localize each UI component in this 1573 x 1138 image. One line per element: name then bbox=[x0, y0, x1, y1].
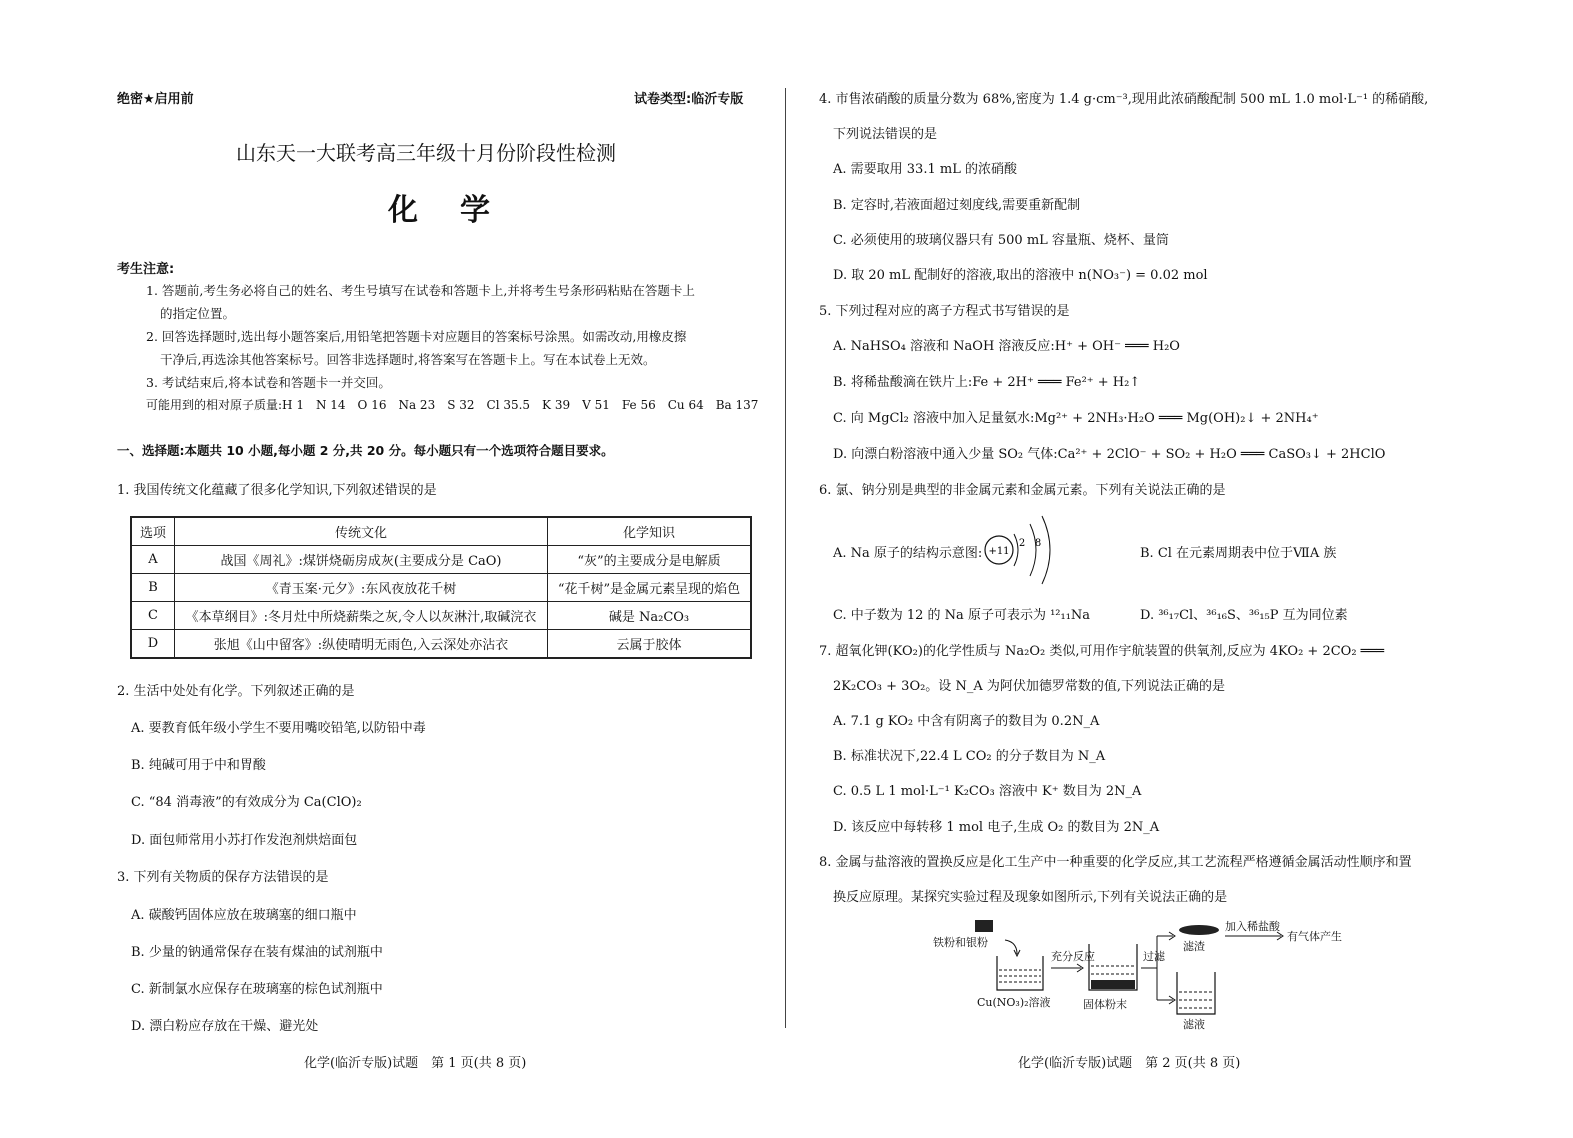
notice-item-2: 2. 回答选择题时,选出每小题答案后,用铅笔把答题卡对应题目的答案标号涂黑。如需改动,用橡皮擦 bbox=[146, 329, 687, 344]
q4-option-c: C. 必须使用的玻璃仪器只有 500 mL 容量瓶、烧杯、量筒 bbox=[833, 233, 1169, 248]
question-8: 8. 金属与盐溶液的置换反应是化工生产中一种重要的化学反应,其工艺流程严格遵循金属活动性顺序和置 bbox=[819, 855, 1412, 870]
react-label: 充分反应 bbox=[1051, 950, 1095, 963]
page-footer-2: 化学(临沂专版)试题 第 2 页(共 8 页) bbox=[1018, 1056, 1241, 1071]
table-header: 选项 bbox=[131, 517, 175, 546]
residue-label: 滤渣 bbox=[1183, 940, 1205, 953]
page-footer-1: 化学(临沂专版)试题 第 1 页(共 8 页) bbox=[304, 1056, 527, 1071]
powder-label: 铁粉和银粉 bbox=[933, 936, 988, 949]
na-atom-structure-diagram bbox=[982, 512, 1062, 588]
confidential-label: 绝密★启用前 bbox=[117, 92, 194, 107]
question-7-cont: 2K₂CO₃ + 3O₂。设 N_A 为阿伏加德罗常数的值,下列说法正确的是 bbox=[833, 679, 1225, 694]
shell-2-count: 8 bbox=[1034, 538, 1042, 549]
dish-icon bbox=[1179, 925, 1219, 935]
subject-title: 化 学 bbox=[388, 193, 496, 228]
q5-option-d: D. 向漂白粉溶液中通入少量 SO₂ 气体:Ca²⁺ + 2ClO⁻ + SO₂ + H₂O ═══ CaSO₃↓ + 2HClO bbox=[833, 447, 1386, 462]
notice-item-1-cont: 的指定位置。 bbox=[160, 306, 236, 321]
table-cell: 战国《周礼》:煤饼烧砺房成灰(主要成分是 CaO) bbox=[175, 546, 548, 574]
gas-label: 有气体产生 bbox=[1287, 930, 1342, 943]
section-title: 一、选择题:本题共 10 小题,每小题 2 分,共 20 分。每小题只有一个选项符合题目要求。 bbox=[117, 443, 614, 458]
q7-option-d: D. 该反应中每转移 1 mol 电子,生成 O₂ 的数目为 2N_A bbox=[833, 820, 1160, 835]
q3-option-b: B. 少量的钠通常保存在装有煤油的试剂瓶中 bbox=[131, 945, 383, 960]
exam-title: 山东天一大联考高三年级十月份阶段性检测 bbox=[236, 141, 616, 165]
notice-item-1: 1. 答题前,考生务必将自己的姓名、考生号填写在试卷和答题卡上,并将考生号条形码粘贴在答题卡上 bbox=[146, 283, 695, 298]
q2-option-b: B. 纯碱可用于中和胃酸 bbox=[131, 758, 266, 773]
add-acid-label: 加入稀盐酸 bbox=[1225, 920, 1280, 933]
table-row bbox=[131, 630, 751, 659]
q4-option-a: A. 需要取用 33.1 mL 的浓硝酸 bbox=[833, 162, 1017, 177]
filtrate-label: 滤液 bbox=[1183, 1018, 1205, 1030]
q2-option-c: C. “84 消毒液”的有效成分为 Ca(ClO)₂ bbox=[131, 795, 362, 810]
table-row bbox=[131, 546, 751, 574]
q5-option-a: A. NaHSO₄ 溶液和 NaOH 溶液反应:H⁺ + OH⁻ ═══ H₂O bbox=[833, 339, 1180, 354]
shell-1-count: 2 bbox=[1018, 538, 1026, 549]
q5-option-c: C. 向 MgCl₂ 溶液中加入足量氨水:Mg²⁺ + 2NH₃·H₂O ═══ Mg(OH)₂↓ + 2NH₄⁺ bbox=[833, 411, 1319, 426]
q5-option-b: B. 将稀盐酸滴在铁片上:Fe + 2H⁺ ═══ Fe²⁺ + H₂↑ bbox=[833, 375, 1141, 390]
notice-item-3: 3. 考试结束后,将本试卷和答题卡一并交回。 bbox=[146, 375, 391, 390]
table-cell: D bbox=[131, 630, 175, 659]
q7-option-b: B. 标准状况下,22.4 L CO₂ 的分子数目为 N_A bbox=[833, 749, 1106, 764]
table-cell: 《青玉案·元夕》:东风夜放花千树 bbox=[175, 574, 548, 602]
table-cell: 张旭《山中留客》:纵使晴明无雨色,入云深处亦沾衣 bbox=[175, 630, 548, 659]
q2-option-d: D. 面包师常用小苏打作发泡剂烘焙面包 bbox=[131, 833, 358, 848]
question-1: 1. 我国传统文化蕴藏了很多化学知识,下列叙述错误的是 bbox=[117, 483, 437, 498]
page-divider bbox=[785, 88, 786, 1028]
q4-option-b: B. 定容时,若液面超过刻度线,需要重新配制 bbox=[833, 198, 1081, 213]
solid-label: 固体粉末 bbox=[1083, 998, 1127, 1011]
notice-title: 考生注意: bbox=[117, 262, 175, 277]
experiment-flow-diagram bbox=[925, 918, 1365, 1030]
table-cell: “灰”的主要成分是电解质 bbox=[548, 546, 752, 574]
table-cell: A bbox=[131, 546, 175, 574]
table-cell: 《本草纲目》:冬月灶中所烧薪柴之灰,令人以灰淋汁,取碱浣衣 bbox=[175, 602, 548, 630]
q6-option-a: A. Na 原子的结构示意图: bbox=[833, 546, 983, 561]
table-header: 化学知识 bbox=[548, 517, 752, 546]
q3-option-a: A. 碳酸钙固体应放在玻璃塞的细口瓶中 bbox=[131, 908, 357, 923]
table-cell: “花千树”是金属元素呈现的焰色 bbox=[548, 574, 752, 602]
question-4: 4. 市售浓硝酸的质量分数为 68%,密度为 1.4 g·cm⁻³,现用此浓硝酸配制 500 mL 1.0 mol·L⁻¹ 的稀硝酸, bbox=[819, 92, 1429, 107]
culture-table bbox=[130, 516, 752, 659]
paper-type-label: 试卷类型:临沂专版 bbox=[634, 92, 744, 107]
q6-option-b: B. Cl 在元素周期表中位于ⅦA 族 bbox=[1140, 546, 1337, 561]
table-cell: B bbox=[131, 574, 175, 602]
question-8-cont: 换反应原理。某探究实验过程及现象如图所示,下列有关说法正确的是 bbox=[833, 890, 1228, 905]
question-5: 5. 下列过程对应的离子方程式书写错误的是 bbox=[819, 304, 1070, 319]
table-cell: C bbox=[131, 602, 175, 630]
table-cell: 云属于胶体 bbox=[548, 630, 752, 659]
q7-option-a: A. 7.1 g KO₂ 中含有阴离子的数目为 0.2N_A bbox=[833, 714, 1100, 729]
question-6: 6. 氯、钠分别是典型的非金属元素和金属元素。下列有关说法正确的是 bbox=[819, 483, 1226, 498]
beaker-icon bbox=[997, 956, 1043, 990]
notice-item-2-cont: 干净后,再选涂其他答案标号。回答非选择题时,将答案写在答题卡上。写在本试卷上无效。 bbox=[160, 352, 656, 367]
spatula-icon bbox=[975, 920, 993, 932]
solution-label: Cu(NO₃)₂溶液 bbox=[977, 996, 1051, 1009]
q7-option-c: C. 0.5 L 1 mol·L⁻¹ K₂CO₃ 溶液中 K⁺ 数目为 2N_A bbox=[833, 784, 1142, 799]
q3-option-d: D. 漂白粉应存放在干燥、避光处 bbox=[131, 1019, 319, 1034]
q4-option-d: D. 取 20 mL 配制好的溶液,取出的溶液中 n(NO₃⁻) = 0.02 mol bbox=[833, 268, 1208, 283]
q6-option-d: D. ³⁶₁₇Cl、³⁶₁₆S、³⁶₁₅P 互为同位素 bbox=[1140, 608, 1348, 623]
atomic-masses: 可能用到的相对原子质量:H 1 N 14 O 16 Na 23 S 32 Cl 35.5 K 39 V 51 Fe 56 Cu 64 Ba 137 bbox=[146, 398, 759, 412]
q2-option-a: A. 要教育低年级小学生不要用嘴咬铅笔,以防铅中毒 bbox=[131, 721, 426, 736]
table-row bbox=[131, 602, 751, 630]
question-7: 7. 超氧化钾(KO₂)的化学性质与 Na₂O₂ 类似,可用作宇航装置的供氧剂,反应为 4KO₂ + 2CO₂ ═══ bbox=[819, 644, 1385, 659]
nucleus-charge: +11 bbox=[988, 546, 1010, 557]
filter-label: 过滤 bbox=[1143, 950, 1165, 963]
table-header-row bbox=[131, 517, 751, 546]
q6-option-c: C. 中子数为 12 的 Na 原子可表示为 ¹²₁₁Na bbox=[833, 608, 1091, 623]
q3-option-c: C. 新制氯水应保存在玻璃塞的棕色试剂瓶中 bbox=[131, 982, 383, 997]
question-3: 3. 下列有关物质的保存方法错误的是 bbox=[117, 870, 329, 885]
table-cell: 碱是 Na₂CO₃ bbox=[548, 602, 752, 630]
table-row bbox=[131, 574, 751, 602]
question-2: 2. 生活中处处有化学。下列叙述正确的是 bbox=[117, 684, 355, 699]
question-4-cont: 下列说法错误的是 bbox=[833, 127, 938, 142]
table-header: 传统文化 bbox=[175, 517, 548, 546]
